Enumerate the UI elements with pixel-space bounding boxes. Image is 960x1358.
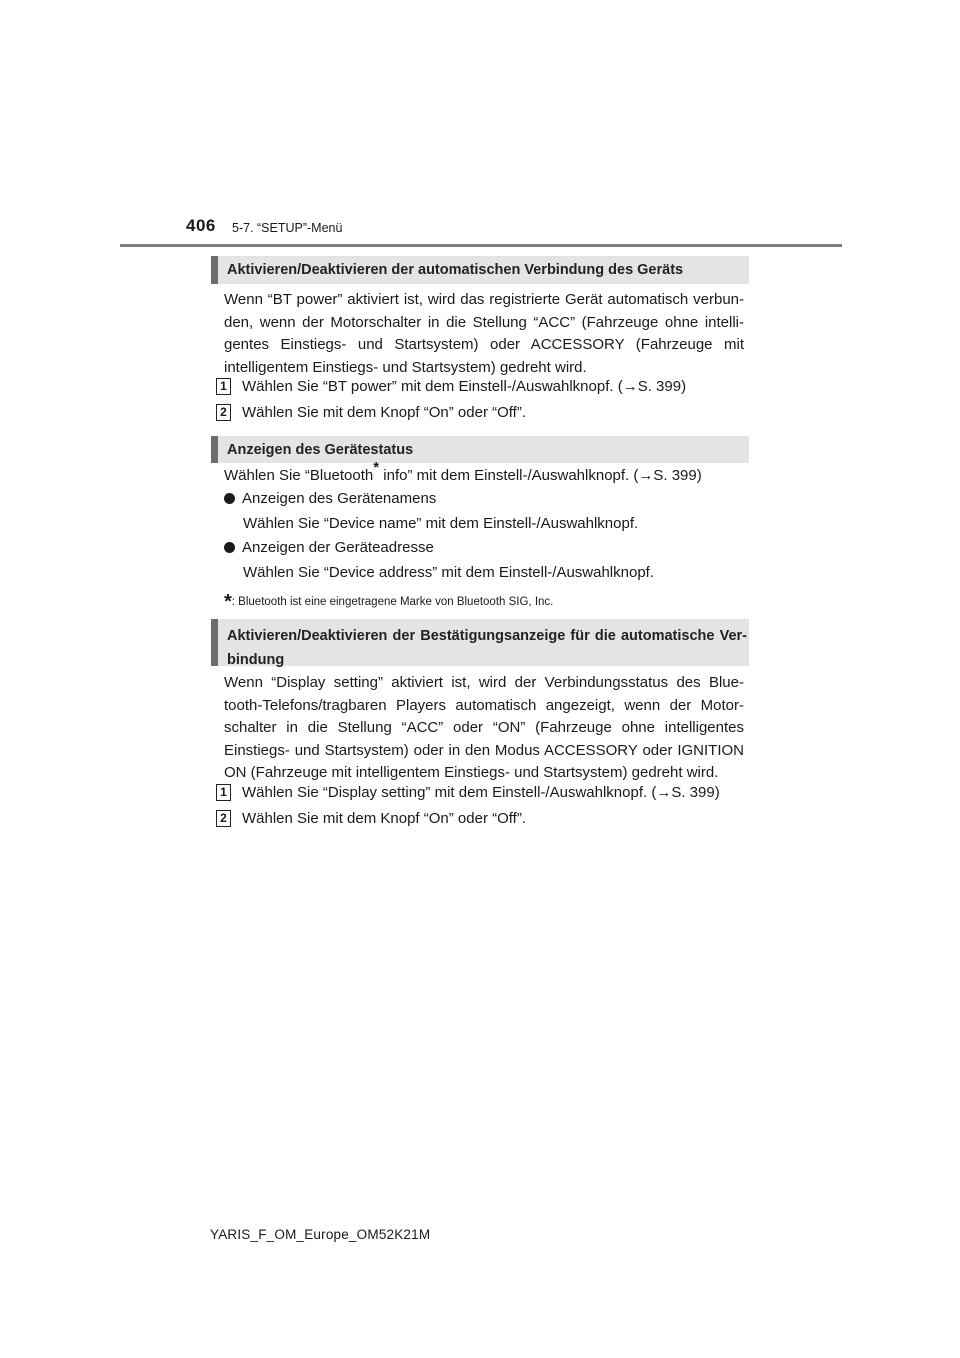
step-number-box: 1	[216, 784, 231, 801]
text-line: den, wenn der Motorschalter in die Stellung “ACC” (Fahrzeuge ohne intelli-	[224, 313, 744, 331]
step-text: Wählen Sie mit dem Knopf “On” oder “Off”.	[242, 403, 526, 421]
heading-text: Anzeigen des Gerätestatus	[227, 441, 414, 458]
text-line: gentes Einstiegs- und Startsystem) oder ACCESSORY (Fahrzeuge mit	[224, 336, 744, 354]
device-status-intro: Wählen Sie “Bluetooth* info” mit dem Einstell-/Auswahlknopf. (→S. 399)	[224, 459, 702, 484]
paragraph-confirmation-display	[224, 672, 744, 785]
bullet-device-address: Anzeigen der Geräteadresse	[224, 538, 434, 558]
text-line: ON (Fahrzeuge mit intelligentem Einstiegs- und Startsystem) gedreht wird.	[224, 764, 719, 782]
paragraph-auto-connect	[224, 289, 744, 379]
bullet-icon	[224, 542, 235, 553]
arrow-icon: →	[622, 377, 638, 395]
page-number: 406	[186, 216, 216, 235]
text-line: Einstiegs- und Startsystem) oder in den Modus ACCESSORY oder IGNITION	[224, 741, 744, 759]
step-number-box: 1	[216, 378, 231, 395]
arrow-icon: →	[638, 467, 654, 484]
heading-text: Aktivieren/Deaktivieren der Bestätigungsanzeige für die automatische Ver-	[227, 628, 747, 644]
section-heading-device-status	[211, 436, 749, 463]
step-number-box: 2	[216, 404, 231, 421]
step-text: Wählen Sie mit dem Knopf “On” oder “Off”.	[242, 809, 526, 827]
step-2	[216, 402, 526, 422]
text-line: Wenn “BT power” aktiviert ist, wird das registrierte Gerät automatisch verbun-	[224, 291, 744, 308]
bullet-device-address-detail: Wählen Sie “Device address” mit dem Einstell-/Auswahlknopf.	[243, 564, 654, 581]
step-number-box: 2	[216, 810, 231, 827]
section-title: 5-7. “SETUP”-Menü	[232, 221, 343, 235]
section-heading-confirmation-display	[211, 619, 749, 666]
arrow-icon: →	[656, 783, 672, 801]
text-line: schalter in die Stellung “ACC” oder “ON” (Fahrzeuge ohne intelligentes	[224, 719, 744, 737]
bullet-device-name: Anzeigen des Gerätenamens	[224, 489, 436, 509]
step-1	[216, 782, 720, 802]
bullet-icon	[224, 493, 235, 504]
text-line: tooth-Telefons/tragbaren Players automatisch angezeigt, wenn der Motor-	[224, 696, 744, 714]
section-heading-auto-connect	[211, 256, 749, 284]
step-text: Wählen Sie “Display setting” mit dem Einstell-/Auswahlknopf. (→S. 399)	[242, 783, 720, 801]
bullet-device-name-detail: Wählen Sie “Device name” mit dem Einstell-/Auswahlknopf.	[243, 515, 639, 532]
text-line: Wenn “Display setting” aktiviert ist, wird der Verbindungsstatus des Blue-	[224, 674, 744, 691]
footer-doc-id: YARIS_F_OM_Europe_OM52K21M	[210, 1227, 431, 1242]
footnote: *: Bluetooth ist eine eingetragene Marke von Bluetooth SIG, Inc.	[224, 591, 554, 613]
footnote-star: *	[224, 591, 232, 613]
step-text: Wählen Sie “BT power” mit dem Einstell-/Auswahlknopf. (→S. 399)	[242, 377, 687, 395]
step-2	[216, 808, 526, 828]
header-rule	[120, 244, 842, 247]
text-line: intelligentem Einstiegs- und Startsystem) gedreht wird.	[224, 358, 587, 376]
heading-text: bindung	[227, 652, 285, 668]
step-1	[216, 376, 686, 396]
footnote-marker: *	[373, 459, 380, 476]
heading-text: Aktivieren/Deaktivieren der automatischen Verbindung des Geräts	[227, 262, 684, 278]
